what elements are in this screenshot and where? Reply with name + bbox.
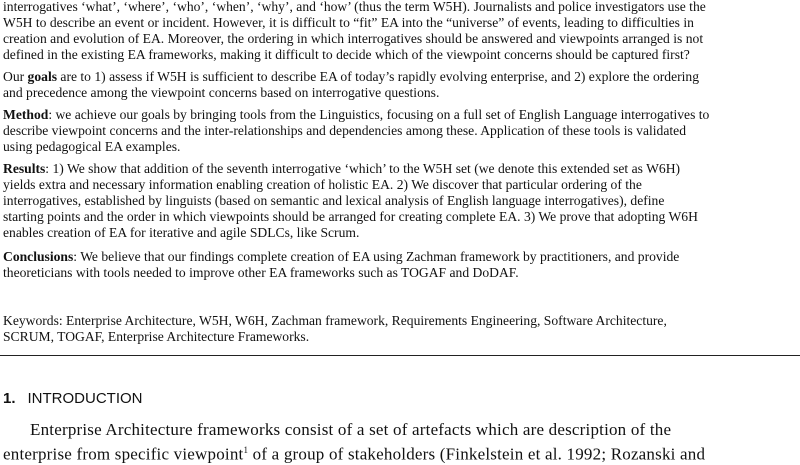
method-line-3: using pedagogical EA examples. [3,139,181,154]
method-label: Method [3,107,49,122]
results-label: Results [3,161,46,176]
results-line-4: starting points and the order in which viewpoints should be arranged for creating complete EA. 3) We prove that adopting W6H [3,209,698,224]
intro-line-2-start: enterprise from specific viewpoint [3,444,244,464]
conclusions-text: : We believe that our findings complete creation of EA using Zachman framework by practitioners, and provide [73,249,680,264]
conclusions-label: Conclusions [3,249,74,264]
method-text: : we achieve our goals by bringing tools from the Linguistics, focusing on a full set of English Language interrogatives to [48,107,710,122]
abstract-intro-line-2: W5H to describe an event or incident. However, it is difficult to “fit” EA into the “universe” of events, leading to difficulties in [3,15,694,30]
abstract-intro-line-1: interrogatives ‘what’, ‘where’, ‘who’, ‘when’, ‘why’, and ‘how’ (thus the term W5H). Journalists and police investigators use the [3,0,706,14]
results-line-1 [3,161,680,177]
goals-text: are to 1) assess if W5H is sufficient to describe EA of today’s rapidly evolving enterprise, and 2) explore the ordering [57,69,700,84]
intro-line-2-rest: of a group of stakeholders (Finkelstein et al. 1992; Rozanski and [248,444,706,464]
results-line-2: yields extra and necessary information enabling creation of holistic EA. 2) We discover that particular ordering of the [3,177,642,192]
footnote-marker[interactable]: 1 [243,445,249,455]
abstract-intro-line-3: creation and evolution of EA. Moreover, the ordering in which interrogatives should be answered and viewpoints arranged is not [3,31,704,46]
keywords-line-1: Keywords: Enterprise Architecture, W5H, W6H, Zachman framework, Requirements Engineering, Software Architecture, [3,313,667,328]
section-divider [0,355,800,356]
intro-line-2 [3,440,705,465]
intro-line-1: Enterprise Architecture frameworks consist of a set of artefacts which are description of the [30,420,672,439]
conclusions-line-1 [3,249,679,265]
goals-line-2: and precedence among the viewpoint concerns based on interrogative questions. [3,85,440,100]
goals-lead: Our [3,69,28,84]
goals-label: goals [27,69,58,84]
abstract-intro-line-4: defined in the existing EA frameworks, making it difficult to decide which of the viewpoint concerns should be captured first? [3,47,690,62]
method-line-1 [3,107,709,123]
section-number: 1. [3,390,16,407]
keywords-line-2: SCRUM, TOGAF, Enterprise Architecture Frameworks. [3,329,310,344]
section-title: INTRODUCTION [27,390,143,407]
method-line-2: describe viewpoint concerns and the inter-relationships and dependencies among these. Application of these tools is validated [3,123,686,138]
goals-line-1 [3,69,699,85]
results-line-5: enables creation of EA for iterative and agile SDLCs, like Scrum. [3,225,360,240]
results-text: : 1) We show that addition of the seventh interrogative ‘which’ to the W5H set (we denote this extended set as W6H) [45,161,681,176]
results-line-3: interrogatives, established by linguists (based on semantic and lexical analysis of English language interrogatives), define [3,193,665,208]
conclusions-line-2: theoreticians with tools needed to improve other EA frameworks such as TOGAF and DoDAF. [3,265,519,280]
section-heading [3,390,143,408]
